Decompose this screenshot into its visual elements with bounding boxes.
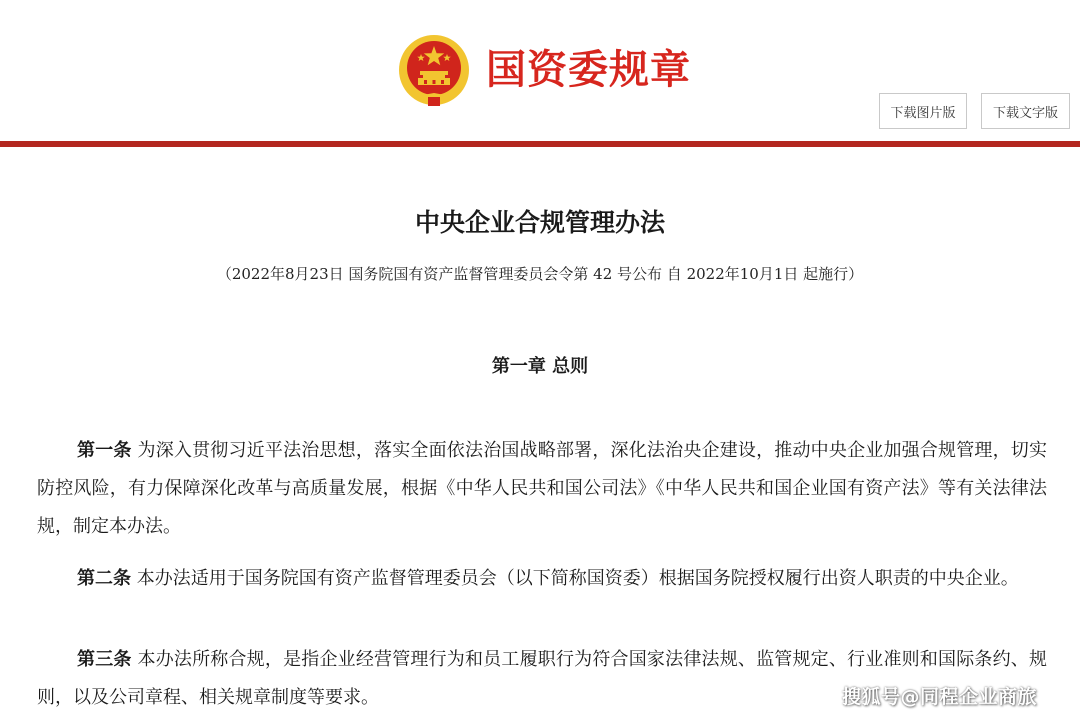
- header-divider: [0, 141, 1080, 147]
- document-subtitle: （2022年8月23日 国务院国有资产监督管理委员会令第 42 号公布 自 2022年10月1日 起施行）: [216, 265, 864, 283]
- site-header: [0, 0, 1080, 142]
- article-3-lead: 第三条: [77, 649, 132, 670]
- chapter-heading: 第一章 总则: [491, 356, 589, 377]
- document-title: 中央企业合规管理办法: [414, 208, 665, 237]
- article-2-text: 本办法适用于国务院国有资产监督管理委员会（以下简称国资委）根据国务院授权履行出资人职责的中央企业。: [136, 568, 1019, 589]
- national-emblem-icon: [397, 33, 471, 107]
- article-2-lead: 第二条: [77, 568, 131, 589]
- download-text-button[interactable]: 下载文字版: [981, 93, 1070, 129]
- article-1-lead: 第一条: [77, 440, 132, 461]
- article-1: [37, 432, 1047, 546]
- download-image-button[interactable]: 下载图片版: [879, 93, 967, 129]
- article-3-text: 本办法所称合规，是指企业经营管理行为和员工履职行为符合国家法律法规、监管规定、行业准则和国际条约、规则，以及公司章程、相关规章制度等要求。: [37, 649, 1048, 708]
- brand-title: 国资委规章: [486, 46, 691, 93]
- source-watermark: 搜狐号@同程企业商旅: [842, 686, 1038, 708]
- article-2: [37, 560, 1047, 598]
- article-1-text: 为深入贯彻习近平法治思想，落实全面依法治国战略部署，深化法治央企建设，推动中央企业加强合规管理，切实防控风险，有力保障深化改革与高质量发展，根据《中华人民共和国公司法》《中华人民共和国企业国有资产法》等有关法律法规，制定本办法。: [37, 440, 1048, 537]
